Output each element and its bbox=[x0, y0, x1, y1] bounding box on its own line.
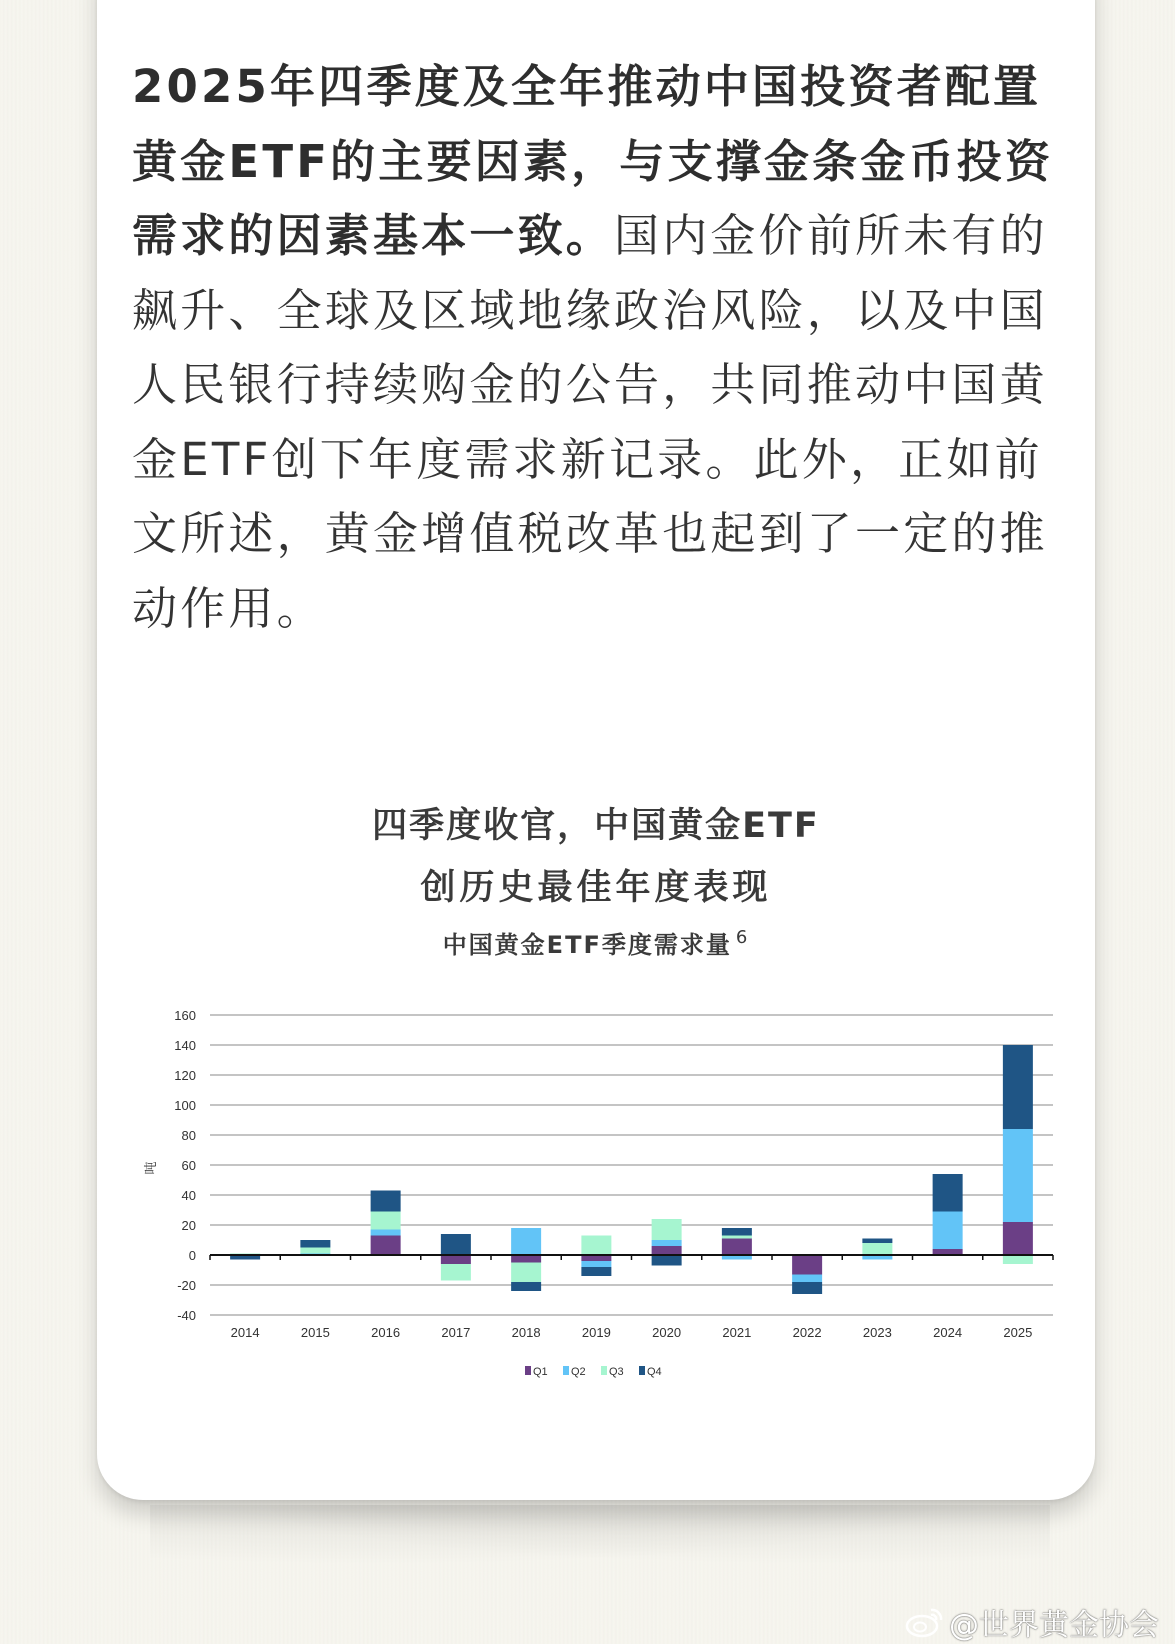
y-tick-label: 160 bbox=[174, 1008, 196, 1023]
chart-subtitle-text: 中国黄金ETF季度需求量 bbox=[442, 931, 732, 959]
y-tick-label: 40 bbox=[181, 1188, 196, 1203]
x-tick-label: 2014 bbox=[230, 1325, 260, 1340]
bar-segment-q4 bbox=[300, 1240, 330, 1248]
bar-segment-q2 bbox=[1003, 1129, 1033, 1222]
watermark bbox=[905, 1600, 1159, 1644]
y-tick-label: -20 bbox=[177, 1278, 196, 1293]
bar-segment-q2 bbox=[652, 1240, 682, 1246]
watermark-text: @世界黄金协会 bbox=[949, 1608, 1159, 1643]
y-tick-label: 100 bbox=[174, 1098, 196, 1113]
y-tick-label: 60 bbox=[181, 1158, 196, 1173]
y-tick-label: 20 bbox=[181, 1218, 196, 1233]
paragraph-body: 国内金价前所未有的飙升、全球及区域地缘政治风险，以及中国人民银行持续购金的公告，共同推动中国黄金ETF创下年度需求新记录。此外，正如前文所述，黄金增值税改革也起到了一定的推动作用。 bbox=[132, 209, 1048, 635]
footnote-marker: 6 bbox=[735, 927, 750, 948]
y-tick-label: 80 bbox=[181, 1128, 196, 1143]
legend-swatch-q3 bbox=[601, 1366, 607, 1375]
bar-segment-q4 bbox=[441, 1234, 471, 1255]
legend-label-q3: Q3 bbox=[609, 1366, 624, 1378]
bar-segment-q1 bbox=[441, 1255, 471, 1264]
x-tick-label: 2022 bbox=[792, 1325, 822, 1340]
paragraph-bold-lead: 2025年四季度及全年推动中国投资者配置黄金ETF的主要因素，与支撑金条金币投资需求的因素基本一致。 bbox=[132, 60, 1054, 262]
bar-segment-q3 bbox=[1003, 1255, 1033, 1264]
x-tick-label: 2021 bbox=[722, 1325, 752, 1340]
x-tick-label: 2016 bbox=[371, 1325, 401, 1340]
bar-segment-q4 bbox=[652, 1255, 682, 1266]
y-axis-label: 吨 bbox=[144, 1161, 159, 1175]
x-tick-label: 2015 bbox=[300, 1325, 330, 1340]
bar-segment-q1 bbox=[1003, 1222, 1033, 1255]
bar-segment-q3 bbox=[441, 1264, 471, 1281]
x-tick-label: 2018 bbox=[511, 1325, 541, 1340]
x-tick-label: 2020 bbox=[652, 1325, 682, 1340]
legend-swatch-q4 bbox=[639, 1366, 645, 1375]
bar-segment-q3 bbox=[371, 1212, 401, 1230]
legend-label-q2: Q2 bbox=[571, 1366, 586, 1378]
x-tick-label: 2023 bbox=[862, 1325, 892, 1340]
chart-title-line2: 创历史最佳年度表现 bbox=[420, 868, 772, 908]
y-tick-label: 140 bbox=[174, 1038, 196, 1053]
bar-segment-q1 bbox=[371, 1236, 401, 1256]
bar-segment-q4 bbox=[1003, 1045, 1033, 1129]
y-tick-label: 120 bbox=[174, 1068, 196, 1083]
bar-segment-q4 bbox=[722, 1228, 752, 1236]
weibo-icon bbox=[905, 1605, 945, 1639]
bar-segment-q2 bbox=[371, 1230, 401, 1236]
chart-title-line1: 四季度收官，中国黄金ETF bbox=[372, 806, 820, 846]
legend-label-q4: Q4 bbox=[647, 1366, 662, 1378]
bar-segment-q3 bbox=[722, 1236, 752, 1239]
bar-segment-q1 bbox=[722, 1239, 752, 1256]
y-tick-label: 0 bbox=[188, 1248, 196, 1263]
bar-segment-q1 bbox=[652, 1246, 682, 1255]
bar-segment-q2 bbox=[792, 1275, 822, 1283]
bar-segment-q2 bbox=[933, 1212, 963, 1250]
legend-swatch-q2 bbox=[563, 1366, 569, 1375]
bar-segment-q4 bbox=[511, 1282, 541, 1291]
bar-segment-q3 bbox=[300, 1248, 330, 1254]
bar-segment-q4 bbox=[792, 1282, 822, 1294]
y-tick-label: -40 bbox=[177, 1308, 196, 1323]
bar-segment-q3 bbox=[652, 1219, 682, 1240]
legend-swatch-q1 bbox=[525, 1366, 531, 1375]
bar-segment-q1 bbox=[792, 1255, 822, 1275]
x-tick-label: 2024 bbox=[933, 1325, 963, 1340]
bar-segment-q4 bbox=[371, 1191, 401, 1212]
x-tick-label: 2025 bbox=[1003, 1325, 1033, 1340]
x-tick-label: 2019 bbox=[581, 1325, 611, 1340]
bar-segment-q4 bbox=[933, 1174, 963, 1212]
bar-segment-q2 bbox=[511, 1228, 541, 1255]
bar-segment-q3 bbox=[862, 1243, 892, 1255]
bar-segment-q2 bbox=[581, 1261, 611, 1267]
bar-segment-q3 bbox=[581, 1236, 611, 1256]
bar-segment-q1 bbox=[511, 1255, 541, 1263]
bar-segment-q4 bbox=[862, 1239, 892, 1244]
bar-segment-q3 bbox=[511, 1263, 541, 1283]
x-tick-label: 2017 bbox=[441, 1325, 471, 1340]
bar-segment-q4 bbox=[581, 1267, 611, 1276]
legend-label-q1: Q1 bbox=[533, 1366, 548, 1378]
